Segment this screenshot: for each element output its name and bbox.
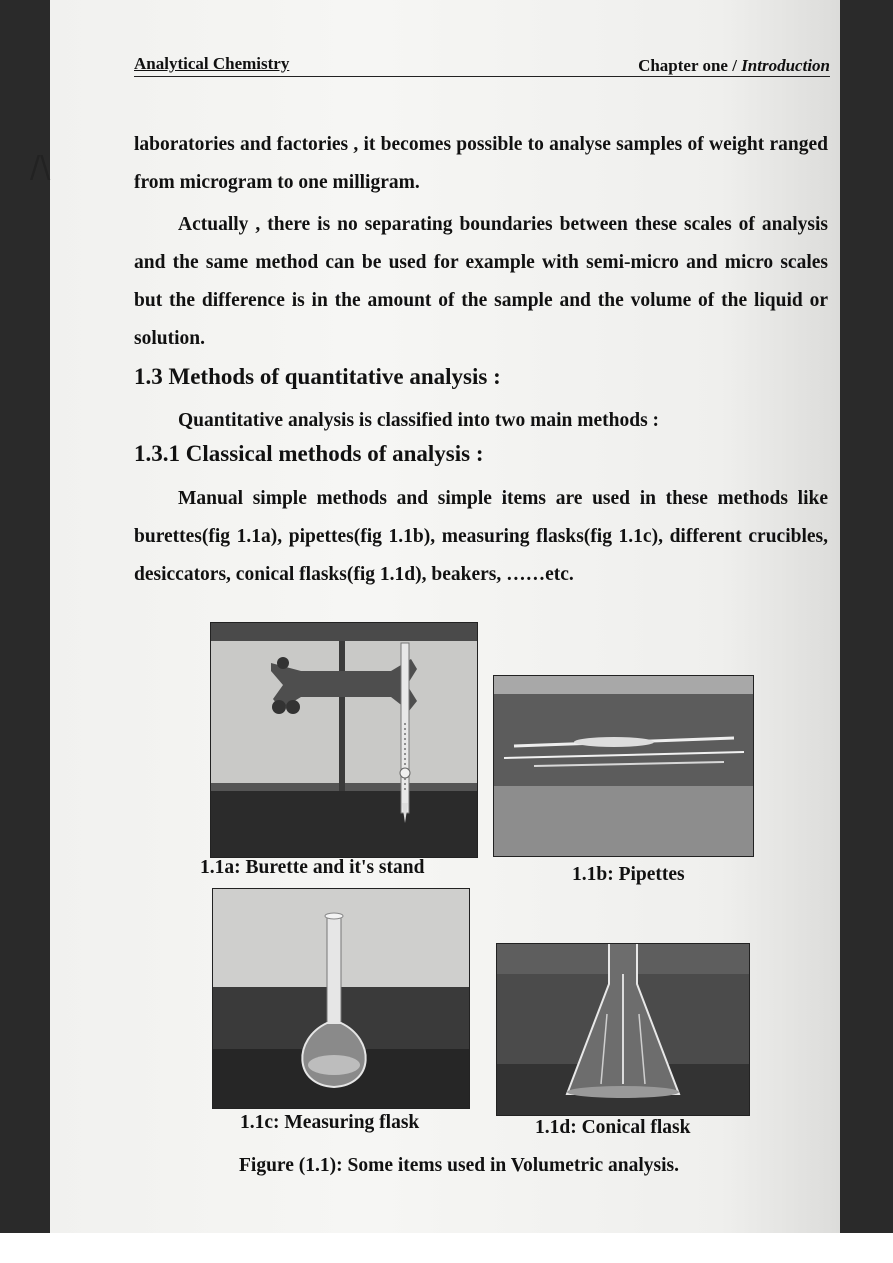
handwritten-margin-mark: /\ [30,150,51,185]
paragraph-classical-methods: Manual simple methods and simple items are used in these methods like burettes(fig 1.1a), pipettes(fig 1.1b), measuring flasks(fig 1.1c), different crucibles, desiccators, conical flasks(fig 1.1d), beakers, ……etc. [134,488,828,585]
paragraph-continued: laboratories and factories , it becomes possible to analyse samples of weight ranged from microgram to one milligram. [134,134,828,193]
pipettes-illustration [494,676,753,856]
header-chapter: Chapter one / Introduction [638,56,830,75]
document-page [50,0,840,1233]
conical-flask-illustration [497,944,749,1115]
paragraph-scales: Actually , there is no separating boundaries between these scales of analysis and the same method can be used for example with semi-micro and micro scales but the difference is in the amount of the sample and the volume of the liquid or solution. [134,214,828,349]
conical-flask-photo [496,943,750,1116]
measuring-flask-photo [212,888,470,1109]
measuring-flask-illustration [213,889,469,1108]
section-heading-1-3-1: 1.3.1 Classical methods of analysis : [134,441,484,466]
caption-1-1b: 1.1b: Pipettes [572,864,685,885]
caption-1-1d: 1.1d: Conical flask [535,1117,691,1138]
burette-illustration [211,623,477,857]
header-book-title: Analytical Chemistry [134,54,290,73]
caption-1-1c: 1.1c: Measuring flask [240,1112,420,1133]
pipettes-photo [493,675,754,857]
scan-bottom-margin [0,1233,893,1263]
running-header [134,52,830,77]
figure-1-1-caption: Figure (1.1): Some items used in Volumetric analysis. [239,1155,680,1176]
burette-photo [210,622,478,858]
paragraph-classification: Quantitative analysis is classified into two main methods : [178,410,660,431]
section-heading-1-3: 1.3 Methods of quantitative analysis : [134,364,501,389]
caption-1-1a: 1.1a: Burette and it's stand [200,857,425,878]
